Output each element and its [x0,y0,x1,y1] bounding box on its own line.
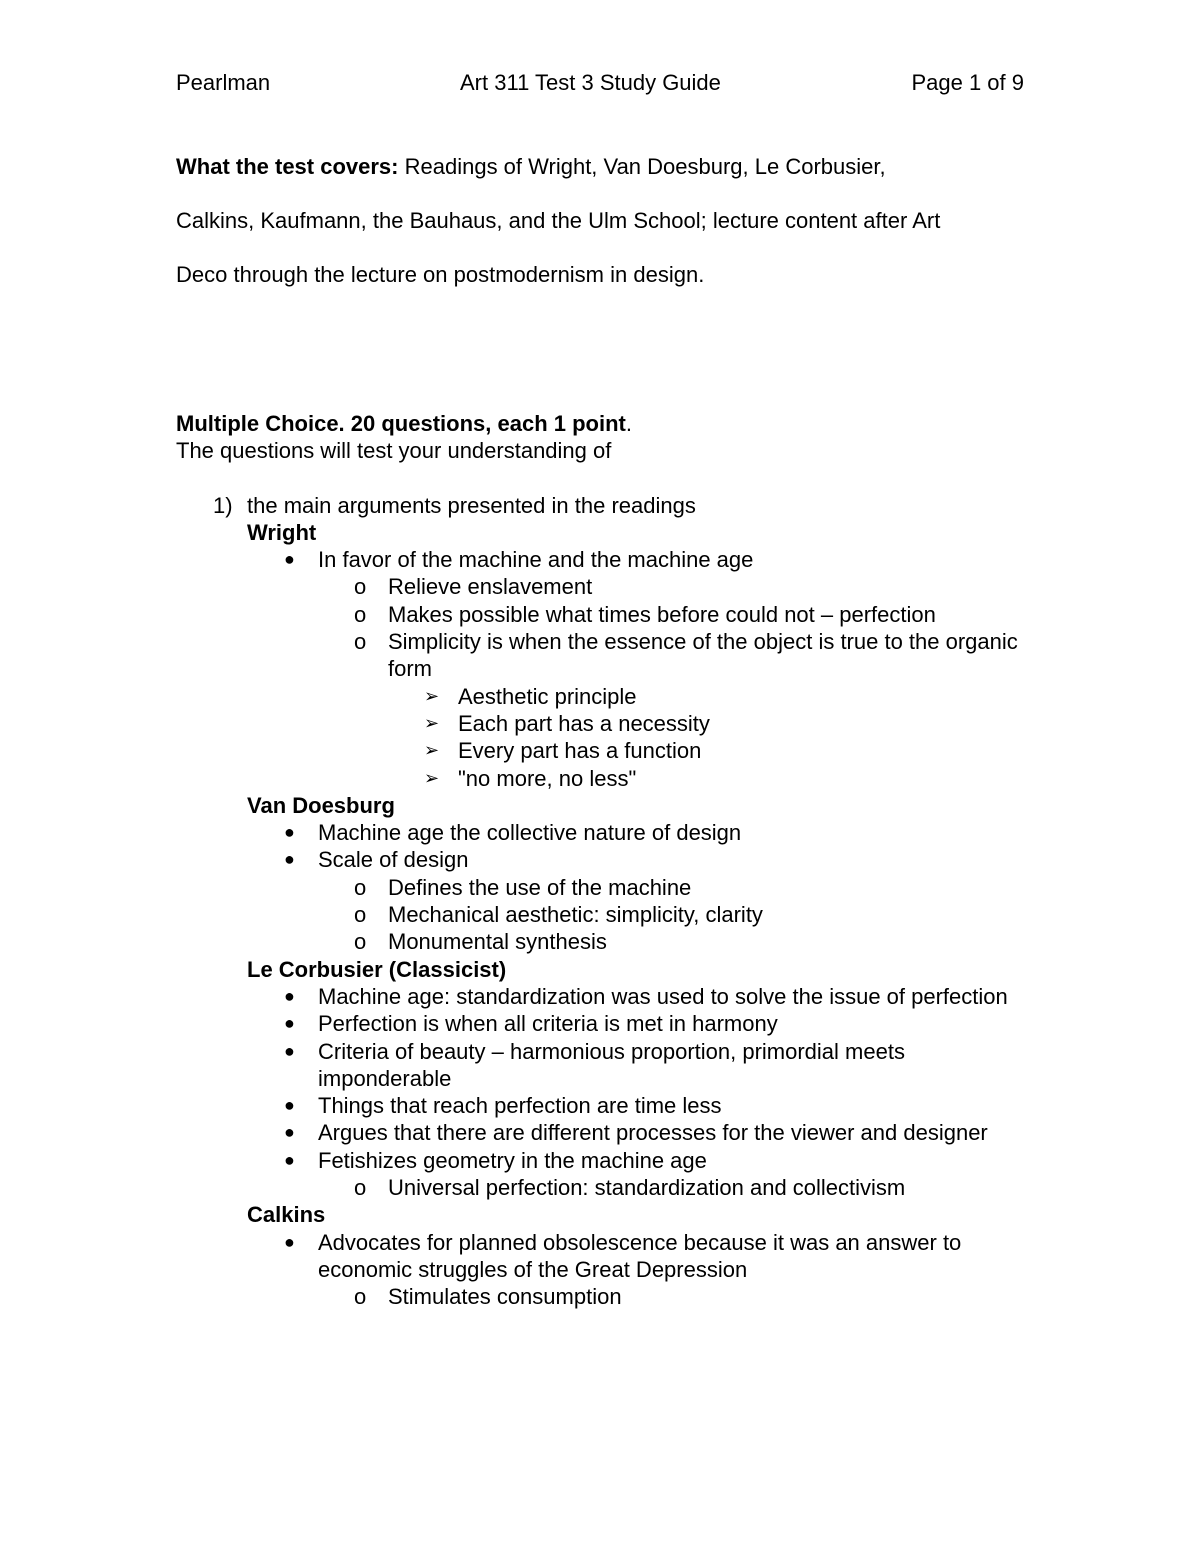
bullet-marker: ● [284,549,295,570]
bullet-marker: ● [284,1040,295,1061]
sub-sub-list-item-text: Aesthetic principle [458,683,637,709]
wright-list [176,546,1036,792]
sub-list-item [176,1283,1036,1310]
sub-sub-list-item [176,765,1036,792]
list-item-text: In favor of the machine and the machine age [318,547,754,573]
header-author: Pearlman [176,70,271,95]
sub-list [318,1283,1036,1310]
sub-list-item-text: Universal perfection: standardization and collectivism [388,1175,906,1201]
list-item-text: Argues that there are different processes for the viewer and designer [318,1120,988,1146]
bullet-marker: ● [284,985,295,1006]
sub-list [318,1174,1036,1201]
sub-sub-list-item [176,710,1036,737]
coverage-label: What the test covers: [176,154,399,179]
header-page-number: Page 1 of 9 [911,70,1024,95]
arrow-marker: ➢ [424,712,440,733]
mc-heading-end: . [625,411,632,436]
bullet-marker: ● [284,822,295,843]
bullet-marker: ● [284,849,295,870]
arrow-marker: ➢ [424,685,440,706]
sub-sub-list [388,683,1036,792]
list-item [176,1010,1036,1037]
le-corbusier-list [176,983,1036,1201]
list-item [176,1147,1036,1202]
list-item [176,1229,1036,1311]
arrow-marker: ➢ [424,767,440,788]
list-item-text: Machine age: standardization was used to solve the issue of perfection [318,983,1008,1009]
sub-list-item-text: Mechanical aesthetic: simplicity, clarity [388,902,763,928]
sub-list [318,573,1036,791]
coverage-line-1 [176,140,1024,194]
list-item-text: Perfection is when all criteria is met in harmony [318,1011,778,1037]
bullet-marker: ● [284,1013,295,1034]
circle-marker: o [354,1284,367,1310]
list-item [176,983,1036,1010]
list-item [176,1038,1036,1093]
item-number: 1) [213,492,233,518]
page-header [176,70,1024,102]
sub-sub-list-item [176,737,1036,764]
list-item [176,1092,1036,1119]
sub-sub-list-item-text: Every part has a function [458,738,702,764]
sub-list-item-text: Stimulates consumption [388,1284,622,1310]
circle-marker: o [354,1175,367,1201]
sub-sub-list-item-text: "no more, no less" [458,765,637,791]
sub-list-item [176,628,1036,792]
bullet-marker: ● [284,1231,295,1252]
sub-list-item-text: Simplicity is when the essence of the object is true to the organic form [388,629,1018,682]
van-doesburg-list [176,819,1036,955]
coverage-line-3: Deco through the lecture on postmodernism in design. [176,262,705,287]
multiple-choice-section [176,410,1036,1311]
section-heading-van-doesburg: Van Doesburg [247,792,395,818]
list-item-text: Fetishizes geometry in the machine age [318,1147,707,1173]
item-text: the main arguments presented in the readings [247,492,696,518]
sub-list-item [176,874,1036,901]
sub-sub-list-item-text: Each part has a necessity [458,710,710,736]
list-item [176,846,1036,955]
circle-marker: o [354,601,367,627]
header-title: Art 311 Test 3 Study Guide [460,70,721,95]
sub-list-item [176,1174,1036,1201]
list-item-text: Things that reach perfection are time less [318,1093,722,1119]
sub-list-item [176,928,1036,955]
coverage-line-2: Calkins, Kaufmann, the Bauhaus, and the Ulm School; lecture content after Art [176,208,941,233]
sub-list-item-text: Defines the use of the machine [388,874,692,900]
mc-heading-line [176,410,1036,437]
coverage-text-1: Readings of Wright, Van Doesburg, Le Corbusier, [398,154,886,179]
sub-list-item-text: Makes possible what times before could not – perfection [388,601,936,627]
circle-marker: o [354,629,367,655]
sub-list-item [176,573,1036,600]
bullet-marker: ● [284,1149,295,1170]
circle-marker: o [354,574,367,600]
section-heading-calkins: Calkins [247,1202,326,1228]
mc-heading: Multiple Choice. 20 questions, each 1 point [176,411,626,436]
section-heading-wright: Wright [247,519,317,545]
list-item [176,819,1036,846]
circle-marker: o [354,902,367,928]
list-item-text: Scale of design [318,847,469,873]
list-item [176,1119,1036,1146]
sub-list-item-text: Monumental synthesis [388,929,607,955]
list-item-text: Machine age the collective nature of design [318,820,742,846]
sub-list-item [176,901,1036,928]
test-coverage-paragraph [176,140,1024,302]
calkins-list [176,1229,1036,1311]
sub-list [318,874,1036,956]
circle-marker: o [354,929,367,955]
bullet-marker: ● [284,1122,295,1143]
list-item-text: Criteria of beauty – harmonious proportion, primordial meets imponderable [318,1038,905,1091]
bullet-marker: ● [284,1095,295,1116]
sub-list-item [176,601,1036,628]
list-item-text: Advocates for planned obsolescence because it was an answer to economic struggles of the Great Depression [318,1229,962,1282]
list-item [176,546,1036,792]
sub-list-item-text: Relieve enslavement [388,574,593,600]
numbered-item-1 [176,492,1036,519]
section-heading-le-corbusier: Le Corbusier (Classicist) [247,956,507,982]
mc-intro: The questions will test your understanding of [176,438,612,464]
circle-marker: o [354,874,367,900]
arrow-marker: ➢ [424,740,440,761]
sub-sub-list-item [176,683,1036,710]
